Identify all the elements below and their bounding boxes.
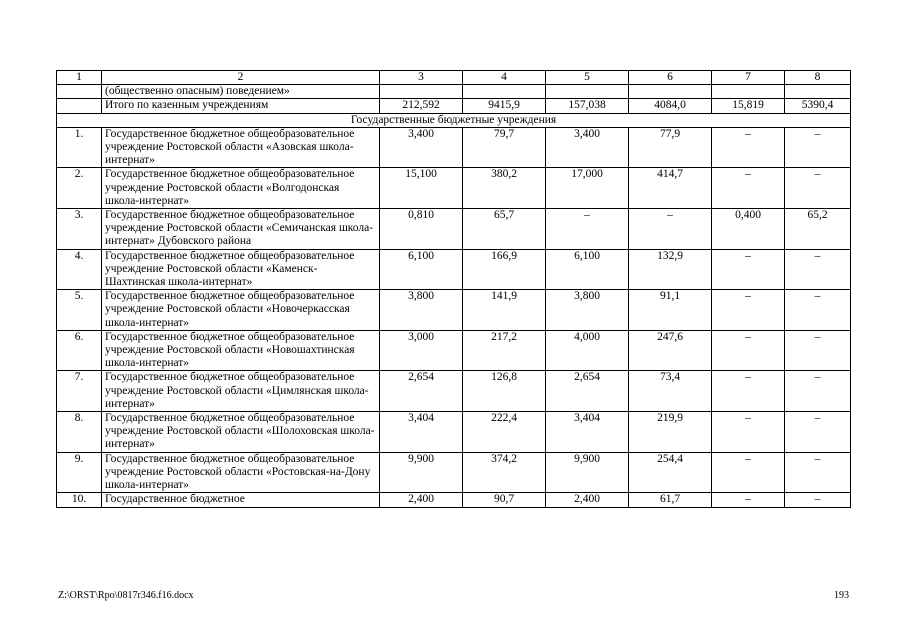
value-cell: 3,800 xyxy=(380,290,463,331)
value-cell: 15,819 xyxy=(712,99,785,113)
value-cell: 166,9 xyxy=(463,249,546,290)
value-cell: – xyxy=(712,168,785,209)
row-number-cell: 4. xyxy=(57,249,102,290)
institution-name-cell: Государственное бюджетное общеобразовательное учреждение Ростовской области «Волгодонская школа-интернат» xyxy=(102,168,380,209)
value-cell: 222,4 xyxy=(463,412,546,453)
row-number-cell: 9. xyxy=(57,452,102,493)
value-cell xyxy=(380,85,463,99)
total-row xyxy=(57,99,851,113)
institution-name-cell: Государственное бюджетное общеобразовательное учреждение Ростовской области «Семичанская школа-интернат» Дубовского района xyxy=(102,209,380,250)
value-cell: 3,400 xyxy=(546,127,629,168)
value-cell: 9,900 xyxy=(380,452,463,493)
column-number-row xyxy=(57,71,851,85)
value-cell: 6,100 xyxy=(380,249,463,290)
value-cell: 2,400 xyxy=(546,493,629,507)
table-row xyxy=(57,168,851,209)
value-cell: 6,100 xyxy=(546,249,629,290)
value-cell: – xyxy=(712,249,785,290)
column-number-cell: 6 xyxy=(629,71,712,85)
value-cell: – xyxy=(785,412,851,453)
value-cell: – xyxy=(785,330,851,371)
value-cell: – xyxy=(712,127,785,168)
column-number-cell: 8 xyxy=(785,71,851,85)
column-number-cell: 2 xyxy=(102,71,380,85)
value-cell: 4,000 xyxy=(546,330,629,371)
table-row xyxy=(57,290,851,331)
data-table xyxy=(56,70,851,508)
institution-name-cell: Государственное бюджетное общеобразовательное учреждение Ростовской области «Азовская школа-интернат» xyxy=(102,127,380,168)
row-number-cell: 8. xyxy=(57,412,102,453)
value-cell: – xyxy=(785,371,851,412)
table-row xyxy=(57,330,851,371)
value-cell: 91,1 xyxy=(629,290,712,331)
value-cell: – xyxy=(785,249,851,290)
value-cell: 0,400 xyxy=(712,209,785,250)
value-cell xyxy=(629,85,712,99)
value-cell: 5390,4 xyxy=(785,99,851,113)
institution-name-cell: Государственное бюджетное xyxy=(102,493,380,507)
value-cell: 17,000 xyxy=(546,168,629,209)
row-number-cell: 2. xyxy=(57,168,102,209)
value-cell: 65,7 xyxy=(463,209,546,250)
value-cell: 2,400 xyxy=(380,493,463,507)
value-cell: 65,2 xyxy=(785,209,851,250)
value-cell: 132,9 xyxy=(629,249,712,290)
table-row xyxy=(57,452,851,493)
value-cell: 219,9 xyxy=(629,412,712,453)
section-title: Государственные бюджетные учреждения xyxy=(57,113,851,127)
institution-name-cell: Государственное бюджетное общеобразовательное учреждение Ростовской области «Новочеркасская школа-интернат» xyxy=(102,290,380,331)
table-row xyxy=(57,249,851,290)
footer-page-number: 193 xyxy=(834,590,849,601)
column-number-cell: 7 xyxy=(712,71,785,85)
row-number-cell xyxy=(57,85,102,99)
institution-name-cell: Государственное бюджетное общеобразовательное учреждение Ростовской области «Новошахтинская школа-интернат» xyxy=(102,330,380,371)
row-number-cell: 6. xyxy=(57,330,102,371)
institution-name-cell: Государственное бюджетное общеобразовательное учреждение Ростовской области «Каменск-Шахтинская школа-интернат» xyxy=(102,249,380,290)
value-cell: 79,7 xyxy=(463,127,546,168)
value-cell: 77,9 xyxy=(629,127,712,168)
value-cell: 380,2 xyxy=(463,168,546,209)
value-cell: – xyxy=(785,452,851,493)
value-cell: 247,6 xyxy=(629,330,712,371)
value-cell: 0,810 xyxy=(380,209,463,250)
value-cell: 126,8 xyxy=(463,371,546,412)
row-number-cell: 7. xyxy=(57,371,102,412)
value-cell: 3,000 xyxy=(380,330,463,371)
row-number-cell: 3. xyxy=(57,209,102,250)
value-cell: 157,038 xyxy=(546,99,629,113)
value-cell: – xyxy=(712,330,785,371)
value-cell: 3,800 xyxy=(546,290,629,331)
value-cell xyxy=(712,85,785,99)
value-cell: – xyxy=(546,209,629,250)
value-cell: 61,7 xyxy=(629,493,712,507)
carry-over-row xyxy=(57,85,851,99)
value-cell: 254,4 xyxy=(629,452,712,493)
row-number-cell: 10. xyxy=(57,493,102,507)
value-cell: – xyxy=(785,290,851,331)
value-cell xyxy=(785,85,851,99)
value-cell: 15,100 xyxy=(380,168,463,209)
table-row xyxy=(57,371,851,412)
column-number-cell: 4 xyxy=(463,71,546,85)
value-cell: – xyxy=(629,209,712,250)
value-cell: 3,404 xyxy=(546,412,629,453)
institution-name-cell: (общественно опасным) поведением» xyxy=(102,85,380,99)
column-number-cell: 3 xyxy=(380,71,463,85)
value-cell: 374,2 xyxy=(463,452,546,493)
value-cell: – xyxy=(712,493,785,507)
institution-name-cell: Государственное бюджетное общеобразовательное учреждение Ростовской области «Шолоховская школа-интернат» xyxy=(102,412,380,453)
table-row xyxy=(57,127,851,168)
table-row xyxy=(57,209,851,250)
value-cell: 73,4 xyxy=(629,371,712,412)
value-cell: – xyxy=(785,127,851,168)
value-cell: 4084,0 xyxy=(629,99,712,113)
value-cell: – xyxy=(712,290,785,331)
value-cell: – xyxy=(712,371,785,412)
row-number-cell: 1. xyxy=(57,127,102,168)
institution-name-cell: Государственное бюджетное общеобразовательное учреждение Ростовской области «Ростовская-на-Дону школа-интернат» xyxy=(102,452,380,493)
column-number-cell: 1 xyxy=(57,71,102,85)
table-row xyxy=(57,493,851,507)
row-number-cell xyxy=(57,99,102,113)
value-cell: 414,7 xyxy=(629,168,712,209)
value-cell: 2,654 xyxy=(546,371,629,412)
value-cell: 90,7 xyxy=(463,493,546,507)
value-cell: – xyxy=(712,452,785,493)
value-cell: 217,2 xyxy=(463,330,546,371)
value-cell: 141,9 xyxy=(463,290,546,331)
row-number-cell: 5. xyxy=(57,290,102,331)
section-row xyxy=(57,113,851,127)
total-label-cell: Итого по казенным учреждениям xyxy=(102,99,380,113)
value-cell: – xyxy=(785,493,851,507)
table-row xyxy=(57,412,851,453)
value-cell: 3,400 xyxy=(380,127,463,168)
value-cell: 212,592 xyxy=(380,99,463,113)
column-number-cell: 5 xyxy=(546,71,629,85)
value-cell xyxy=(546,85,629,99)
value-cell: 2,654 xyxy=(380,371,463,412)
table-body xyxy=(57,71,851,508)
institution-name-cell: Государственное бюджетное общеобразовательное учреждение Ростовской области «Цимлянская школа-интернат» xyxy=(102,371,380,412)
value-cell xyxy=(463,85,546,99)
value-cell: – xyxy=(785,168,851,209)
footer-file-path: Z:\ORST\Rpo\0817r346.f16.docx xyxy=(58,590,194,601)
value-cell: 9415,9 xyxy=(463,99,546,113)
value-cell: – xyxy=(712,412,785,453)
value-cell: 9,900 xyxy=(546,452,629,493)
value-cell: 3,404 xyxy=(380,412,463,453)
